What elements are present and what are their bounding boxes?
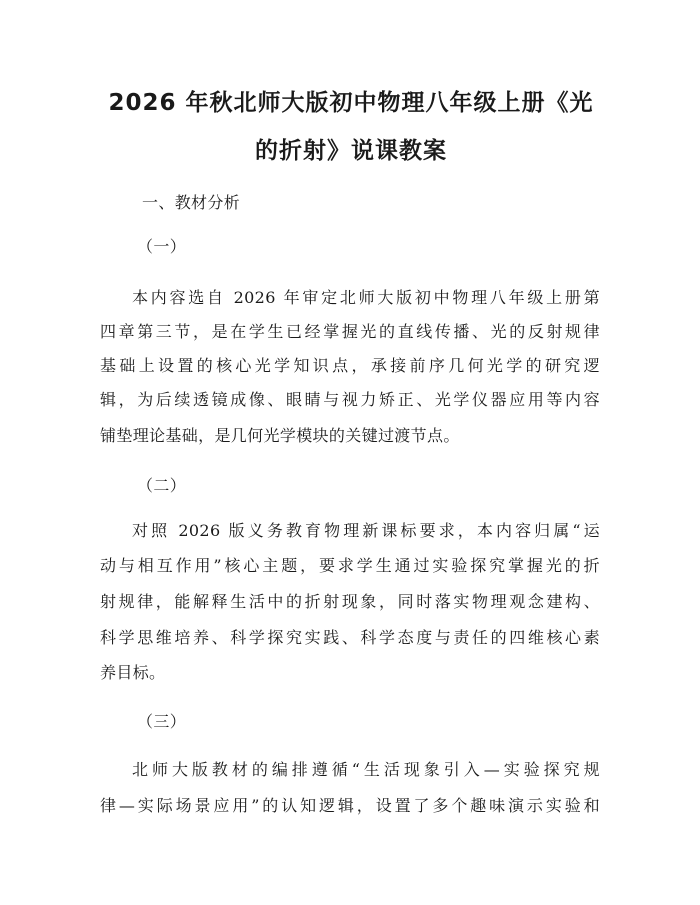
paragraph-1-line-1: 本内容选自 2026 年审定北师大版初中物理八年级上册第 (132, 288, 600, 307)
section-heading: 一、教材分析 (142, 193, 241, 212)
paragraph-2-line-2: 动与相互作用”核心主题，要求学生通过实验探究掌握光的折 (100, 556, 600, 575)
subsection-label-2: （二） (137, 476, 187, 495)
paragraph-2-line-1: 对照 2026 版义务教育物理新课标要求，本内容归属“运 (132, 521, 600, 540)
paragraph-3-line-1: 北师大版教材的编排遵循“生活现象引入—实验探究规 (132, 760, 600, 779)
paragraph-2-line-3: 射规律，能解释生活中的折射现象，同时落实物理观念建构、 (100, 592, 600, 611)
paragraph-1-line-3: 基础上设置的核心光学知识点，承接前序几何光学的研究逻 (100, 356, 600, 375)
paragraph-2-line-5: 养目标。 (100, 663, 166, 682)
subsection-label-1: （一） (137, 237, 187, 256)
paragraph-2-line-4: 科学思维培养、科学探究实践、科学态度与责任的四维核心素 (100, 628, 600, 647)
paragraph-1-line-2: 四章第三节，是在学生已经掌握光的直线传播、光的反射规律 (100, 322, 600, 341)
subsection-label-3: （三） (137, 712, 187, 731)
paragraph-1-line-5: 铺垫理论基础，是几何光学模块的关键过渡节点。 (100, 426, 460, 445)
paragraph-1-line-4: 辑，为后续透镜成像、眼睛与视力矫正、光学仪器应用等内容 (100, 390, 600, 409)
document-title-line-2: 的折射》说课教案 (255, 138, 447, 164)
document-title-line-1: 2026 年秋北师大版初中物理八年级上册《光 (108, 90, 594, 116)
paragraph-3-line-2: 律—实际场景应用”的认知逻辑，设置了多个趣味演示实验和 (100, 796, 600, 815)
